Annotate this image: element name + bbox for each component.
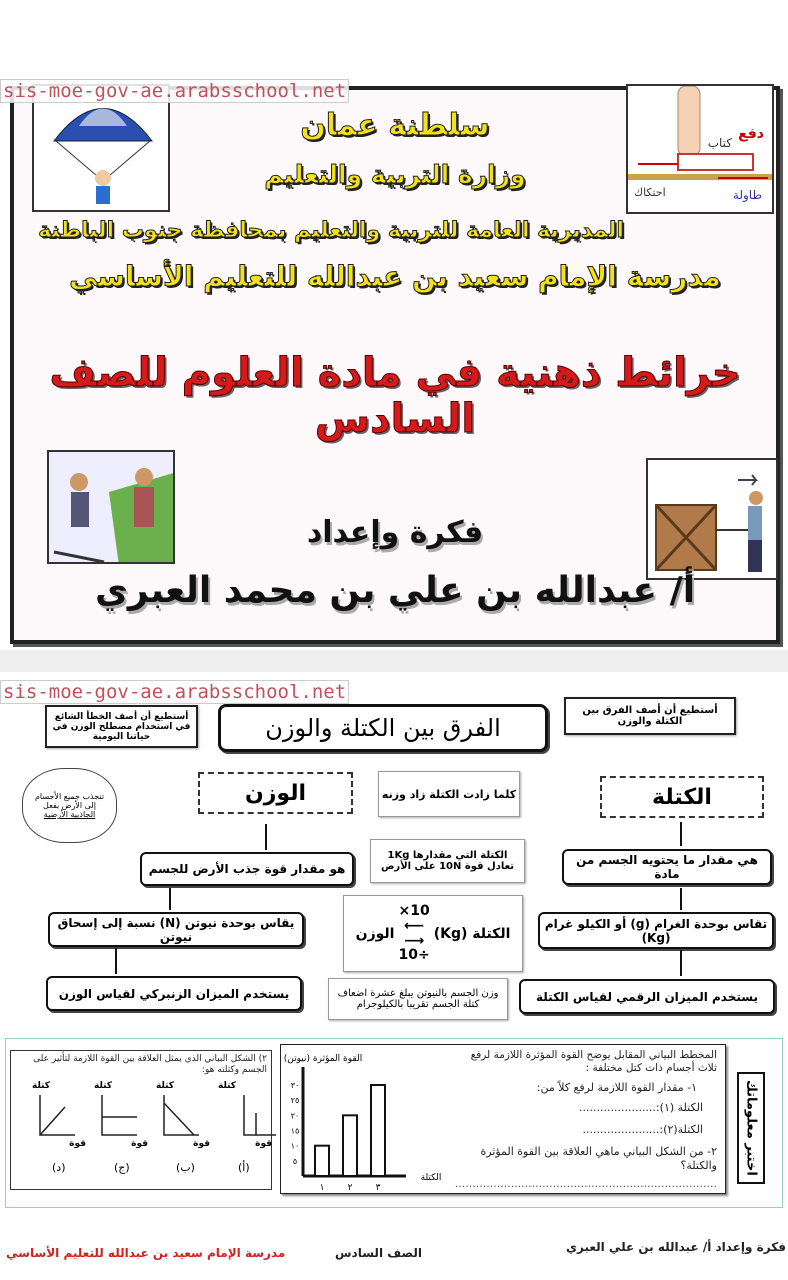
question-1: ١- مقدار القوة اللازمة لرفع كلاً من: — [536, 1081, 697, 1094]
graph-x-label: قوة — [193, 1139, 210, 1149]
note-right: أستطيع أن أصف الفرق بين الكتلة والوزن — [564, 697, 736, 735]
y-tick-label: ٢٠ — [290, 1111, 300, 1121]
chart-question-box — [280, 1044, 726, 1194]
parachute-image — [32, 84, 170, 212]
watermark: sis-moe-gov-ae.arabsschool.net — [0, 79, 349, 103]
graph-y-label: كتلة — [32, 1081, 51, 1091]
mass-instrument: يستخدم الميزان الرقمي لقياس الكتلة — [519, 979, 775, 1014]
footer-grade: الصف السادس — [335, 1246, 422, 1260]
table-label: طاولة — [732, 188, 762, 202]
graph-option[interactable] — [30, 1081, 90, 1185]
connector — [115, 948, 117, 974]
center-note-1: كلما زادت الكتلة زاد وزنه — [378, 771, 520, 817]
question-1b-field[interactable]: الكتلة(٢):...................... — [582, 1123, 703, 1136]
footer-school: مدرسة الإمام سعيد بن عبدالله للتعليم الأساسي — [6, 1246, 286, 1260]
y-axis-label: القوة المؤثرة (نيوتن) — [283, 1054, 363, 1064]
mass-unit: تقاس بوحدة الغرام (g) أو الكيلو غرام (Kg) — [538, 912, 774, 949]
y-tick-label: ١٥ — [290, 1126, 300, 1136]
weight-heading: الوزن — [198, 772, 353, 814]
cover-line-2: وزارة التربية والتعليم — [264, 160, 526, 189]
author-name: أ/ عبدالله بن علي بن محمد العبري — [94, 570, 696, 611]
graph-up-icon — [30, 1093, 90, 1139]
mass-definition: هي مقدار ما يحتويه الجسم من مادة — [562, 849, 772, 885]
arrow-left-icon: ⟵ — [404, 917, 425, 934]
y-tick-label: ٢٥ — [290, 1096, 300, 1106]
center-note-3: وزن الجسم بالنيوتن يبلغ عشرة اضعاف كتلة الجسم تقريبا بالكيلوجرام — [328, 978, 508, 1020]
friction-label: احتكاك — [634, 186, 666, 199]
conversion-mass: الكتلة (Kg) — [433, 925, 511, 942]
quiz-side-label-box — [737, 1072, 765, 1184]
y-tick-label: ٣٠ — [290, 1081, 300, 1090]
bar — [343, 1115, 357, 1176]
book-friction-image — [626, 84, 774, 214]
y-tick-label: ١٠ — [290, 1141, 300, 1151]
x-tick-label: ١ — [319, 1183, 325, 1193]
page-separator — [0, 650, 788, 672]
graph-option[interactable] — [154, 1081, 214, 1185]
cover-title: خرائط ذهنية في مادة العلوم للصف السادس — [49, 350, 741, 442]
graph-x-label: قوة — [255, 1139, 272, 1149]
connector — [680, 950, 682, 976]
center-note-2: الكتلة التي مقدارها 1Kg تعادل قوة 10N على الأرض — [370, 839, 525, 883]
cover-line-3: المديرية العامة للتربية والتعليم بمحافظة جنوب الباطنة — [38, 218, 624, 243]
quiz-side-label: اختبر معلوماتك — [743, 1080, 759, 1176]
cover-page — [10, 86, 780, 644]
graph-option-label: (ج) — [114, 1161, 130, 1174]
bar — [371, 1085, 385, 1176]
weight-instrument: يستخدم الميزان الزنبركي لقياس الوزن — [46, 976, 302, 1011]
question-2: ٢- من الشكل البياني ماهي العلاقة بين القوة المؤثرة والكتلة؟ — [480, 1145, 717, 1172]
connector — [680, 822, 682, 846]
note-left: أستطيع أن أصف الخطأ الشائع في استخدام مصطلح الوزن في حياتنا اليومية — [45, 705, 198, 748]
x-tick-label: ٣ — [375, 1183, 381, 1193]
graph-option-label: (ب) — [176, 1161, 195, 1174]
graph-y-label: كتلة — [156, 1081, 175, 1091]
question-1a-field[interactable]: الكتلة (١):...................... — [579, 1101, 703, 1114]
cover-line-1: سلطنة عمان — [300, 108, 490, 143]
push-label: دفع — [738, 126, 764, 142]
mass-heading: الكتلة — [600, 776, 764, 818]
connector — [680, 888, 682, 910]
graph-x-label: قوة — [131, 1139, 148, 1149]
graph-down-icon — [154, 1093, 214, 1139]
bar — [315, 1146, 329, 1176]
watermark: sis-moe-gov-ae.arabsschool.net — [0, 680, 349, 704]
graph-option-label: (أ) — [238, 1161, 250, 1174]
conversion-weight: الوزن — [355, 925, 395, 942]
weight-definition: هو مقدار قوة جذب الأرض للجسم — [140, 852, 354, 886]
divide-label: ÷10 — [398, 947, 430, 964]
graph-flat-icon — [92, 1093, 152, 1139]
graph-x-label: قوة — [69, 1139, 86, 1149]
graph-option[interactable] — [216, 1081, 276, 1185]
chart-intro: المخطط البياني المقابل يوضح القوة المؤثرة اللازمة لرفع ثلاث أجسام ذات كتل مختلفة : — [470, 1049, 717, 1075]
question-2-field[interactable]: ........................................................................... — [454, 1177, 717, 1190]
cloud-text: تنجذب جميع الأجسام إلى الأرض بفعل — [34, 792, 105, 810]
gravity-cloud — [22, 768, 117, 843]
graph-y-label: كتلة — [94, 1081, 113, 1091]
connector — [169, 888, 171, 910]
prepared-by-label: فكرة وإعداد — [306, 515, 484, 550]
multiply-label: 10× — [398, 903, 430, 920]
map-title: الفرق بين الكتلة والوزن — [218, 704, 548, 752]
graph-option-label: (د) — [52, 1161, 66, 1174]
cover-line-4: مدرسة الإمام سعيد بن عبدالله للتعليم الأساسي — [69, 260, 721, 293]
question-3: ٢) الشكل البياني الذي يمثل العلاقة بين القوة اللازمة لتأثير على الجسم وكتلته هو: — [33, 1054, 267, 1076]
book-label: كتاب — [707, 136, 732, 150]
footer-author: فكرة وإعداد أ/ عبدالله بن علي العبري — [566, 1240, 787, 1254]
cloud-underlined-text: الجاذبية الأرضية — [43, 810, 96, 819]
y-tick-label: ٥ — [292, 1156, 298, 1166]
graph-choice-box — [10, 1050, 272, 1190]
arrow-right-icon: ⟶ — [404, 932, 425, 949]
force-mass-bar-chart — [281, 1045, 456, 1195]
conversion-box — [343, 895, 523, 972]
connector — [265, 824, 267, 850]
graph-option[interactable] — [92, 1081, 152, 1185]
x-axis-label: الكتلة — [420, 1173, 442, 1183]
x-tick-label: ٢ — [347, 1183, 353, 1193]
graph-y-label: كتلة — [218, 1081, 237, 1091]
weight-unit: يقاس بوحدة نيوتن (N) نسبة إلى إسحاق نيوتن — [48, 912, 304, 947]
graph-vertical-icon — [216, 1093, 276, 1139]
